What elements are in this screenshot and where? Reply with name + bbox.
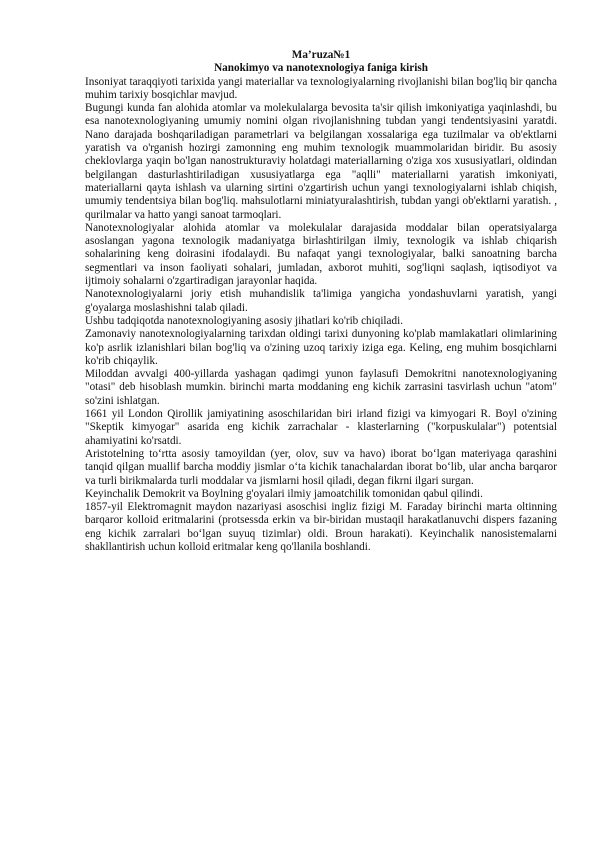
paragraph-nanotech-definition: Nanotexnologiyalar alohida atomlar va molekulalar darajasida moddalar bilan operatsiyalarga asoslangan yagona texnologik madaniyatga birlashtirilgan ilmiy, texnologik va ishlab chiqarish sohalarining keng doirasini ifodalaydi. Bu nafaqat yangi texnologiyalar, balki sanoatning barcha segmentlari va inson faoliyati sohalari, jumladan, axborot muhiti, sog'liqni saqlash, iqtisodiyot va ijtimoiy sohalarni o'zgartiradigan jarayonlar haqida. [85, 221, 557, 288]
lecture-subtitle: Nanokimyo va nanotexnologiya faniga kirish [214, 62, 428, 75]
paragraph-prehistory: Zamonaviy nanotexnologiyalarning tarixdan oldingi tarixi dunyoning ko'plab mamlakatlari olimlarining ko'p asrlik izlanishlari bilan bog'liq va o'zining uzoq tarixiy iziga ega. Keling, eng muhim bosqichlarni ko'rib chiqaylik. [85, 328, 557, 367]
paragraph-engineering-education: Nanotexnologiyalarni joriy etish muhandislik ta'limiga yangicha yondashuvlarni yaratish, yangi g'oyalarga moslashishni talab qiladi. [85, 288, 557, 314]
paragraph-modern-science: Bugungi kunda fan alohida atomlar va molekulalarga bevosita ta'sir qilish imkoniyatiga yaqinlashdi, bu esa nanotexnologiyaning umumiy nomini olgan rivojlanishning tubdan yangi tendentsiyasini yaratdi. Nano darajada boshqariladigan parametrlari va belgilangan xossalariga ega tuzilmalar va ob'ektlarni yaratish va o'rganish hozirgi zamonning eng muhim texnologik muammolaridan biridir. Bu asosiy cheklovlarga yaqin bo'lgan nanostrukturaviy holatdagi materiallarning o'ziga xos xususiyatlari, oldindan belgilangan dasturlashtiriladigan xususiyatlarga ega "aqlli" materiallarni yaratish imkoniyati, materiallarni qayta ishlash va ularning sirtini o'zgartirish uchun yangi texnologiyalarni ishlab chiqish, umumiy tendentsiya bilan bog'liq. mahsulotlarni miniatyuralashtirish, tubdan yangi ob'ektlarni yaratish. , qurilmalar va hatto yangi sanoat tarmoqlari. [85, 102, 557, 221]
document-page [85, 49, 557, 554]
paragraph-boyle: 1661 yil London Qirollik jamiyatining asoschilaridan biri irland fizigi va kimyogari R. Boyl o'zining "Skeptik kimyogar" asarida eng kichik zarrachalar - klasterlarning ("korpuskulalar") potentsial ahamiyatini ko'rsatdi. [85, 408, 557, 447]
paragraph-intro: Insoniyat taraqqiyoti tarixida yangi materiallar va texnologiyalarning rivojlanishi bilan bog'liq bir qancha muhim tarixiy bosqichlar mavjud. [85, 75, 557, 101]
paragraph-study-scope: Ushbu tadqiqotda nanotexnologiyaning asosiy jihatlari ko'rib chiqiladi. [85, 314, 404, 327]
paragraph-acceptance: Keyinchalik Demokrit va Boylning g'oyalari ilmiy jamoatchilik tomonidan qabul qilindi. [85, 487, 483, 500]
paragraph-aristotle: Aristotelning to‘rtta asosiy tamoyildan (yer, olov, suv va havo) iborat bo‘lgan materiyaga qarashini tanqid qilgan muallif barcha moddiy jismlar o‘ta kichik tanachalardan iborat bo‘lib, ular ancha barqaror va turli birikmalarda turli moddalar va jismlarni hosil qiladi, degan fikrni ilgari surgan. [85, 447, 557, 487]
paragraph-democritus: Miloddan avvalgi 400-yillarda yashagan qadimgi yunon faylasufi Demokritni nanotexnologiyaning "otasi" deb hisoblash mumkin. birinchi marta moddaning eng kichik zarrasini tasvirlash uchun "atom" so'zini ishlatgan. [85, 368, 557, 407]
paragraph-faraday: 1857-yil Elektromagnit maydon nazariyasi asoschisi ingliz fizigi M. Faraday birinchi marta oltinning barqaror kolloid eritmalarini (protsessda erkin va bir-biridan mustaqil harakatlanuvchi dispers fazaning eng kichik zarralari bo‘lgan suyuq tizimlar) oldi. Broun harakati). Keyinchalik nanosistemalarni shakllantirish uchun kolloid eritmalar keng qo'llanila boshlandi. [85, 501, 557, 553]
lecture-title: Ma’ruza№1 [291, 49, 351, 61]
